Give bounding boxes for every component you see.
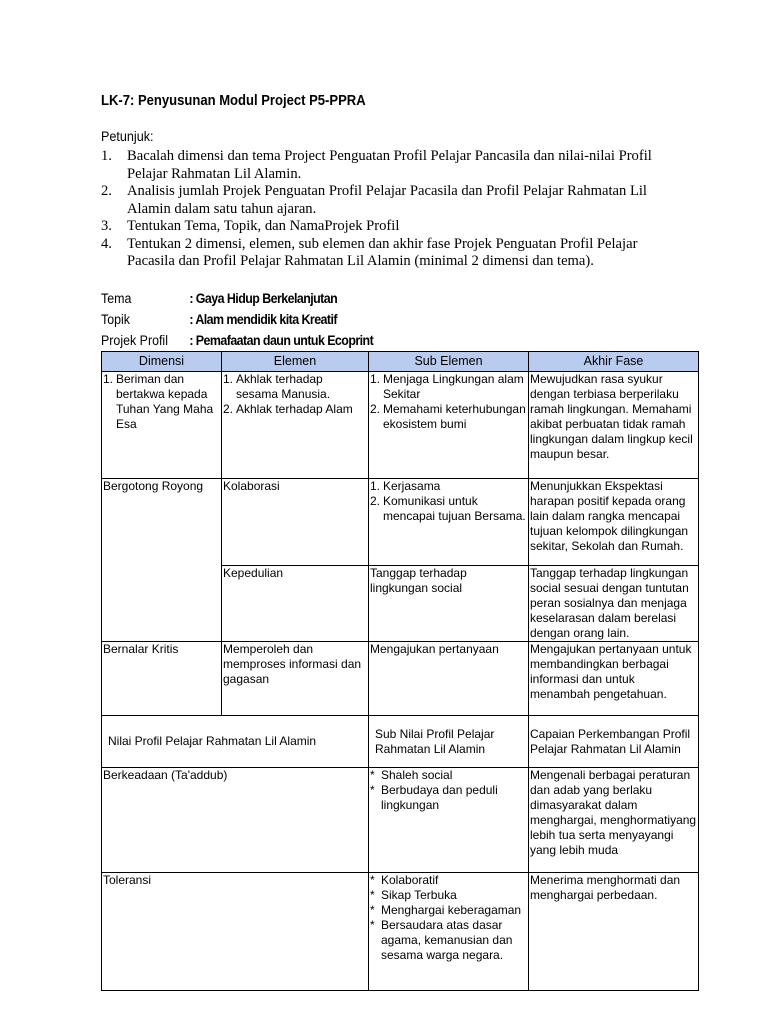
projek-row xyxy=(101,333,469,348)
topik-row xyxy=(101,312,469,327)
cell-sub-elemen: 1. Menjaga Lingkungan alam Sekitar 2. Memahami keterhubungan ekosistem bumi xyxy=(369,372,529,479)
projek-value: : Pemafaatan daun untuk Ecoprint xyxy=(189,333,374,348)
table-row xyxy=(102,873,699,991)
cell-sub-nilai: * Kolaboratif * Sikap Terbuka * Menghargai keberagaman * Bersaudara atas dasar agama, kemanusian dan sesama warga negara. xyxy=(369,873,529,991)
cell-nilai: Toleransi xyxy=(102,873,369,991)
subheader-nilai: Nilai Profil Pelajar Rahmatan Lil Alamin xyxy=(102,716,369,768)
instruction-item: 4. Tentukan 2 dimensi, elemen, sub elemen dan akhir fase Projek Penguatan Profil Pelajar Pacasila dan Profil Pelajar Rahmatan Lil Alamin (minimal 2 dimensi dan tema). xyxy=(101,235,638,269)
cell-akhir-fase: Mewujudkan rasa syukur dengan terbiasa berperilaku ramah lingkungan. Memahami akibat perbuatan tidak ramah lingkungan dalam lingkup kecil maupun besar. xyxy=(529,372,699,479)
module-table xyxy=(101,351,699,991)
cell-akhir-fase: Menunjukkan Ekspektasi harapan positif kepada orang lain dalam rangka mencapai tujuan kelompok dilingkungan sekitar, Sekolah dan Rumah. xyxy=(529,479,699,566)
cell-nilai: Berkeadaan (Ta'addub) xyxy=(102,768,369,873)
table-subheader-row xyxy=(102,716,699,768)
header-sub-elemen: Sub Elemen xyxy=(369,352,529,372)
header-akhir-fase: Akhir Fase xyxy=(529,352,699,372)
table-row xyxy=(102,642,699,716)
instruction-item: 3. Tentukan Tema, Topik, dan NamaProjek Profil xyxy=(101,218,400,234)
tema-row xyxy=(101,291,469,306)
cell-capaian: Menerima menghormati dan menghargai perbedaan. xyxy=(529,873,699,991)
header-elemen: Elemen xyxy=(222,352,369,372)
subheader-capaian: Capaian Perkembangan Profil Pelajar Rahmatan Lil Alamin xyxy=(529,716,699,768)
page-title: LK-7: Penyusunan Modul Project P5-PPRA xyxy=(101,93,366,109)
cell-akhir-fase: Mengajukan pertanyaan untuk membandingkan berbagai informasi dan untuk menambah pengetahuan. xyxy=(529,642,699,716)
tema-value: : Gaya Hidup Berkelanjutan xyxy=(189,291,338,306)
cell-elemen: Kepedulian xyxy=(222,566,369,642)
subheader-sub-nilai: Sub Nilai Profil Pelajar Rahmatan Lil Alamin xyxy=(369,716,529,768)
table-header-row xyxy=(102,352,699,372)
instruction-item: 2. Analisis jumlah Projek Penguatan Profil Pelajar Pacasila dan Profil Pelajar Rahmatan Lil Alamin dalam satu tahun ajaran. xyxy=(101,183,647,217)
topik-label: Topik xyxy=(101,312,130,327)
tema-label: Tema xyxy=(101,291,132,306)
cell-dimensi: Bergotong Royong xyxy=(102,479,222,642)
cell-sub-elemen: Mengajukan pertanyaan xyxy=(369,642,529,716)
instructions-heading: Petunjuk: xyxy=(101,128,154,144)
cell-elemen: Kolaborasi xyxy=(222,479,369,566)
topik-value: : Alam mendidik kita Kreatif xyxy=(189,312,337,327)
projek-label: Projek Profil xyxy=(101,333,168,348)
instruction-item: 1. Bacalah dimensi dan tema Project Penguatan Profil Pelajar Pancasila dan nilai-nilai Profil Pelajar Rahmatan Lil Alamin. xyxy=(101,148,652,182)
table-row xyxy=(102,768,699,873)
cell-capaian: Mengenali berbagai peraturan dan adab yang berlaku dimasyarakat dalam menghargai, menghormatiyang lebih tua serta menyayangi yang lebih muda xyxy=(529,768,699,873)
table-row xyxy=(102,372,699,479)
cell-sub-elemen: Tanggap terhadap lingkungan social xyxy=(369,566,529,642)
cell-akhir-fase: Tanggap terhadap lingkungan social sesuai dengan tuntutan peran sosialnya dan menjaga keselarasan dalam berelasi dengan orang lain. xyxy=(529,566,699,642)
cell-dimensi: 1. Beriman dan bertakwa kepada Tuhan Yang Maha Esa xyxy=(102,372,222,479)
instruction-list xyxy=(101,148,661,271)
header-dimensi: Dimensi xyxy=(102,352,222,372)
cell-sub-nilai: * Shaleh social * Berbudaya dan peduli lingkungan xyxy=(369,768,529,873)
cell-elemen: Memperoleh dan memproses informasi dan gagasan xyxy=(222,642,369,716)
cell-sub-elemen: 1. Kerjasama 2. Komunikasi untuk mencapai tujuan Bersama. xyxy=(369,479,529,566)
table-row xyxy=(102,479,699,566)
cell-elemen: 1. Akhlak terhadap sesama Manusia. 2. Akhlak terhadap Alam xyxy=(222,372,369,479)
cell-dimensi: Bernalar Kritis xyxy=(102,642,222,716)
